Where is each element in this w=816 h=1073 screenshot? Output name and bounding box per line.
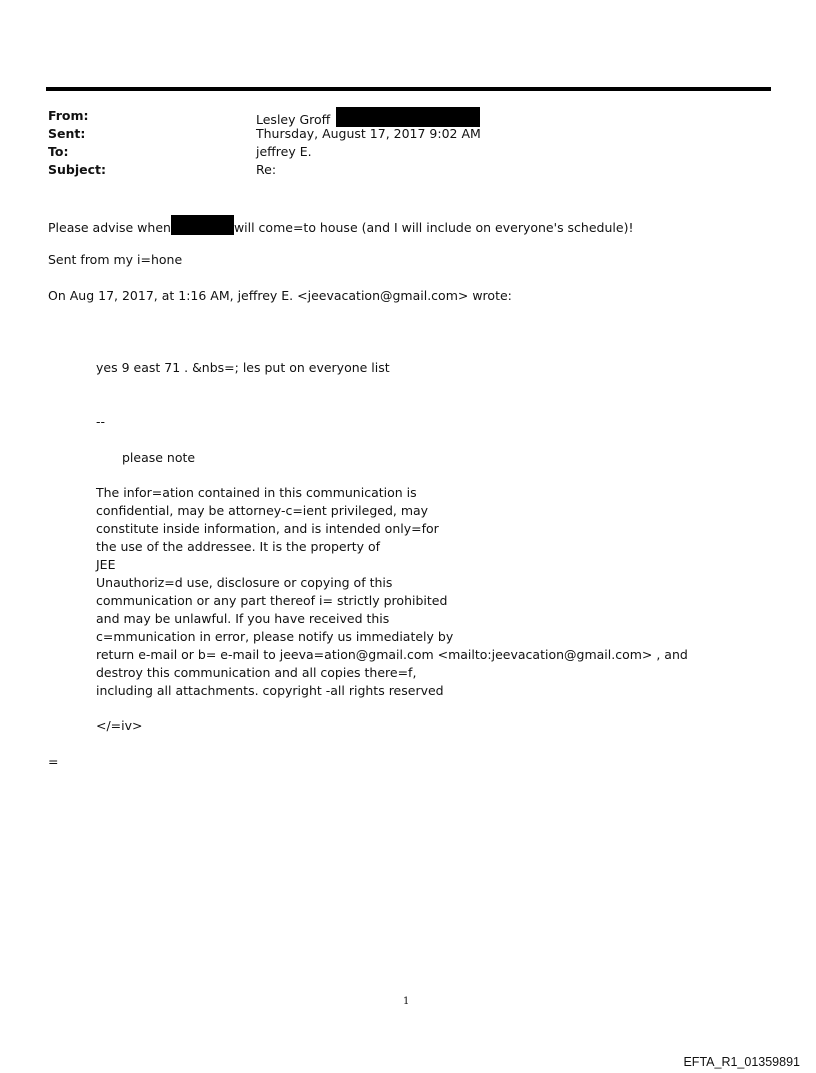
sent-value: Thursday, August 17, 2017 9:02 AM: [256, 126, 481, 141]
quote-intro: On Aug 17, 2017, at 1:16 AM, jeffrey E. <jeevacation@gmail.com> wrote:: [48, 288, 512, 303]
disclaimer-block: [96, 484, 688, 700]
closing-tag: </=iv>: [96, 718, 143, 733]
disclaimer-line: constitute inside information, and is intended only=for: [96, 521, 439, 536]
subject-label: Subject:: [48, 162, 106, 177]
from-label: From:: [48, 108, 89, 123]
page-number: 1: [403, 996, 410, 1007]
disclaimer-line: destroy this communication and all copies there=f,: [96, 665, 417, 680]
please-note: please note: [122, 450, 196, 465]
sent-from-line: Sent from my i=hone: [48, 252, 183, 267]
disclaimer-line: including all attachments. copyright -all rights reserved: [96, 683, 444, 698]
sent-label: Sent:: [48, 126, 86, 141]
document-id: EFTA_R1_01359891: [683, 1055, 800, 1069]
subject-value: Re:: [256, 162, 277, 177]
sender-name: Lesley Groff: [256, 112, 331, 127]
disclaimer-line: The infor=ation contained in this communication is: [96, 485, 417, 500]
disclaimer-line: JEE: [96, 557, 116, 572]
disclaimer-line: c=mmunication in error, please notify us immediately by: [96, 629, 454, 644]
disclaimer-line: Unauthoriz=d use, disclosure or copying of this: [96, 575, 393, 590]
to-label: To:: [48, 144, 69, 159]
disclaimer-line: and may be unlawful. If you have received this: [96, 611, 390, 626]
header-rule: [46, 87, 771, 91]
advise-line: [48, 215, 633, 237]
advise-text-after: will come=to house (and I will include on everyone's schedule)!: [233, 220, 634, 235]
advise-text-before: Please advise when: [48, 220, 171, 235]
trailing-equals: =: [48, 754, 59, 769]
disclaimer-line: return e-mail or b= e-mail to jeeva=ation@gmail.com <mailto:jeevacation@gmail.com> , and: [96, 647, 688, 662]
redaction-box: [171, 215, 234, 235]
redaction-box: [336, 107, 480, 127]
disclaimer-line: confidential, may be attorney-c=ient privileged, may: [96, 503, 429, 518]
to-value: jeffrey E.: [256, 144, 312, 159]
signature-separator: --: [96, 414, 106, 429]
disclaimer-line: communication or any part thereof i= strictly prohibited: [96, 593, 448, 608]
disclaimer-line: the use of the addressee. It is the property of: [96, 539, 381, 554]
quoted-reply: yes 9 east 71 . &nbs=; les put on everyone list: [96, 360, 390, 375]
